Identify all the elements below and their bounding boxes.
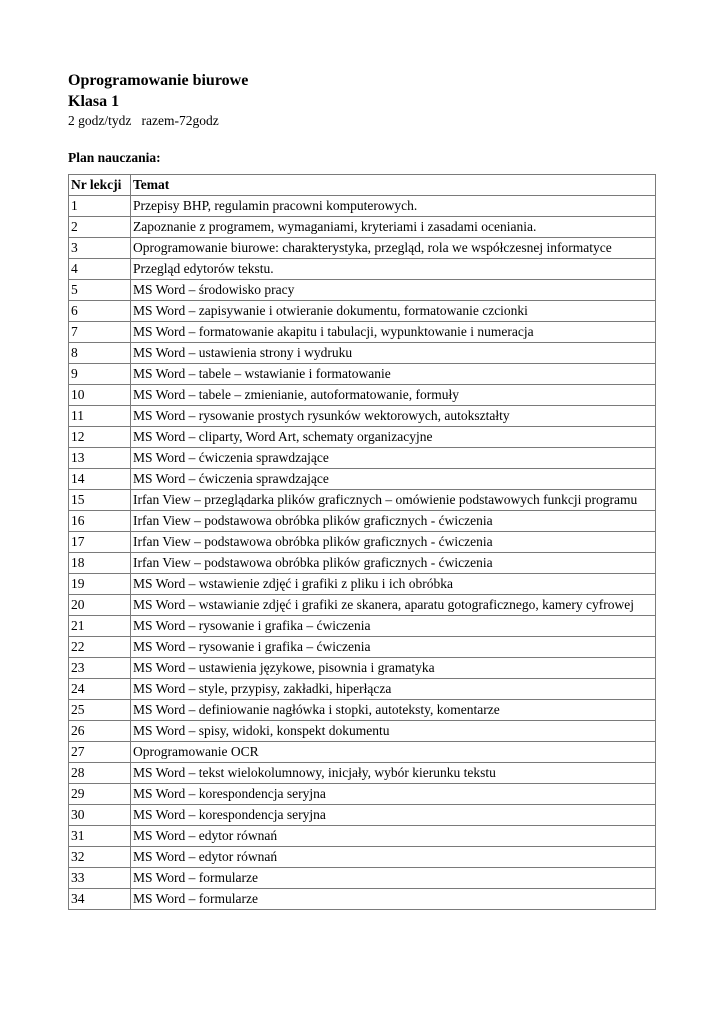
lesson-topic: MS Word – tabele – wstawianie i formatowanie bbox=[131, 364, 656, 385]
table-row bbox=[69, 721, 656, 742]
lesson-number: 21 bbox=[69, 616, 131, 637]
column-header-nr: Nr lekcji bbox=[69, 175, 131, 196]
table-row bbox=[69, 553, 656, 574]
table-row bbox=[69, 868, 656, 889]
lesson-number: 10 bbox=[69, 385, 131, 406]
lesson-topic: Przepisy BHP, regulamin pracowni komputerowych. bbox=[131, 196, 656, 217]
lesson-topic: MS Word – definiowanie nagłówka i stopki, autoteksty, komentarze bbox=[131, 700, 656, 721]
lesson-number: 28 bbox=[69, 763, 131, 784]
lesson-number: 14 bbox=[69, 469, 131, 490]
table-row bbox=[69, 574, 656, 595]
lesson-topic: MS Word – formularze bbox=[131, 868, 656, 889]
lesson-number: 9 bbox=[69, 364, 131, 385]
table-row bbox=[69, 427, 656, 448]
lesson-topic: Irfan View – podstawowa obróbka plików graficznych - ćwiczenia bbox=[131, 532, 656, 553]
lesson-number: 4 bbox=[69, 259, 131, 280]
lesson-number: 2 bbox=[69, 217, 131, 238]
lesson-topic: MS Word – rysowanie i grafika – ćwiczenia bbox=[131, 637, 656, 658]
lesson-topic: MS Word – wstawienie zdjęć i grafiki z pliku i ich obróbka bbox=[131, 574, 656, 595]
lesson-plan-table bbox=[68, 174, 656, 910]
lesson-topic: Irfan View – podstawowa obróbka plików graficznych - ćwiczenia bbox=[131, 511, 656, 532]
lesson-number: 3 bbox=[69, 238, 131, 259]
lesson-number: 1 bbox=[69, 196, 131, 217]
lesson-topic: MS Word – edytor równań bbox=[131, 826, 656, 847]
lesson-topic: Oprogramowanie biurowe: charakterystyka, przegląd, rola we współczesnej informatyce bbox=[131, 238, 656, 259]
table-row bbox=[69, 805, 656, 826]
lesson-number: 29 bbox=[69, 784, 131, 805]
lesson-topic: MS Word – korespondencja seryjna bbox=[131, 805, 656, 826]
table-row bbox=[69, 700, 656, 721]
lesson-topic: MS Word – ustawienia strony i wydruku bbox=[131, 343, 656, 364]
lesson-topic: MS Word – rysowanie i grafika – ćwiczenia bbox=[131, 616, 656, 637]
table-row bbox=[69, 595, 656, 616]
lesson-topic: MS Word – formatowanie akapitu i tabulacji, wypunktowanie i numeracja bbox=[131, 322, 656, 343]
column-header-topic: Temat bbox=[131, 175, 656, 196]
lesson-number: 32 bbox=[69, 847, 131, 868]
lesson-topic: MS Word – cliparty, Word Art, schematy organizacyjne bbox=[131, 427, 656, 448]
table-row bbox=[69, 532, 656, 553]
lesson-number: 15 bbox=[69, 490, 131, 511]
table-row bbox=[69, 742, 656, 763]
lesson-topic: Irfan View – przeglądarka plików graficznych – omówienie podstawowych funkcji programu bbox=[131, 490, 656, 511]
lesson-topic: MS Word – środowisko pracy bbox=[131, 280, 656, 301]
table-row bbox=[69, 301, 656, 322]
table-row bbox=[69, 826, 656, 847]
lesson-number: 11 bbox=[69, 406, 131, 427]
lesson-topic: MS Word – zapisywanie i otwieranie dokumentu, formatowanie czcionki bbox=[131, 301, 656, 322]
lesson-number: 17 bbox=[69, 532, 131, 553]
lesson-topic: MS Word – style, przypisy, zakładki, hiperłącza bbox=[131, 679, 656, 700]
lesson-topic: MS Word – ćwiczenia sprawdzające bbox=[131, 469, 656, 490]
lesson-number: 7 bbox=[69, 322, 131, 343]
table-row bbox=[69, 343, 656, 364]
table-row bbox=[69, 637, 656, 658]
lesson-topic: MS Word – ćwiczenia sprawdzające bbox=[131, 448, 656, 469]
lesson-number: 31 bbox=[69, 826, 131, 847]
table-row bbox=[69, 322, 656, 343]
lesson-number: 33 bbox=[69, 868, 131, 889]
lesson-topic: MS Word – wstawianie zdjęć i grafiki ze skanera, aparatu gotograficznego, kamery cyfrowej bbox=[131, 595, 656, 616]
lesson-topic: MS Word – ustawienia językowe, pisownia i gramatyka bbox=[131, 658, 656, 679]
table-row bbox=[69, 469, 656, 490]
table-row bbox=[69, 238, 656, 259]
lesson-number: 24 bbox=[69, 679, 131, 700]
lesson-number: 30 bbox=[69, 805, 131, 826]
table-row bbox=[69, 658, 656, 679]
lesson-number: 25 bbox=[69, 700, 131, 721]
lesson-topic: MS Word – edytor równań bbox=[131, 847, 656, 868]
lesson-topic: Irfan View – podstawowa obróbka plików graficznych - ćwiczenia bbox=[131, 553, 656, 574]
lesson-number: 5 bbox=[69, 280, 131, 301]
lesson-number: 13 bbox=[69, 448, 131, 469]
lesson-number: 12 bbox=[69, 427, 131, 448]
table-row bbox=[69, 280, 656, 301]
lesson-number: 6 bbox=[69, 301, 131, 322]
lesson-number: 20 bbox=[69, 595, 131, 616]
lesson-topic: MS Word – tabele – zmienianie, autoformatowanie, formuły bbox=[131, 385, 656, 406]
lesson-number: 8 bbox=[69, 343, 131, 364]
table-row bbox=[69, 763, 656, 784]
table-row bbox=[69, 784, 656, 805]
table-row bbox=[69, 847, 656, 868]
lesson-number: 34 bbox=[69, 889, 131, 910]
class-label: Klasa 1 bbox=[68, 93, 120, 110]
table-row bbox=[69, 259, 656, 280]
lesson-number: 26 bbox=[69, 721, 131, 742]
document-title: Oprogramowanie biurowe bbox=[68, 72, 249, 89]
table-row bbox=[69, 364, 656, 385]
lesson-topic: Zapoznanie z programem, wymaganiami, kryteriami i zasadami oceniania. bbox=[131, 217, 656, 238]
lesson-number: 22 bbox=[69, 637, 131, 658]
lesson-topic: MS Word – tekst wielokolumnowy, inicjały, wybór kierunku tekstu bbox=[131, 763, 656, 784]
table-row bbox=[69, 511, 656, 532]
table-row bbox=[69, 217, 656, 238]
lesson-topic: Oprogramowanie OCR bbox=[131, 742, 656, 763]
lesson-topic: MS Word – spisy, widoki, konspekt dokumentu bbox=[131, 721, 656, 742]
table-row bbox=[69, 406, 656, 427]
table-row bbox=[69, 448, 656, 469]
lesson-topic: MS Word – rysowanie prostych rysunków wektorowych, autokształty bbox=[131, 406, 656, 427]
lesson-topic: Przegląd edytorów tekstu. bbox=[131, 259, 656, 280]
hours-info: 2 godz/tydz razem-72godz bbox=[68, 113, 219, 128]
plan-label: Plan nauczania: bbox=[68, 150, 161, 165]
table-row bbox=[69, 196, 656, 217]
lesson-number: 18 bbox=[69, 553, 131, 574]
table-row bbox=[69, 889, 656, 910]
lesson-number: 23 bbox=[69, 658, 131, 679]
lesson-number: 27 bbox=[69, 742, 131, 763]
table-row bbox=[69, 385, 656, 406]
lesson-topic: MS Word – korespondencja seryjna bbox=[131, 784, 656, 805]
document-page bbox=[68, 70, 658, 910]
lesson-number: 19 bbox=[69, 574, 131, 595]
table-header-row bbox=[69, 175, 656, 196]
table-row bbox=[69, 490, 656, 511]
table-row bbox=[69, 679, 656, 700]
lesson-number: 16 bbox=[69, 511, 131, 532]
table-row bbox=[69, 616, 656, 637]
lesson-topic: MS Word – formularze bbox=[131, 889, 656, 910]
